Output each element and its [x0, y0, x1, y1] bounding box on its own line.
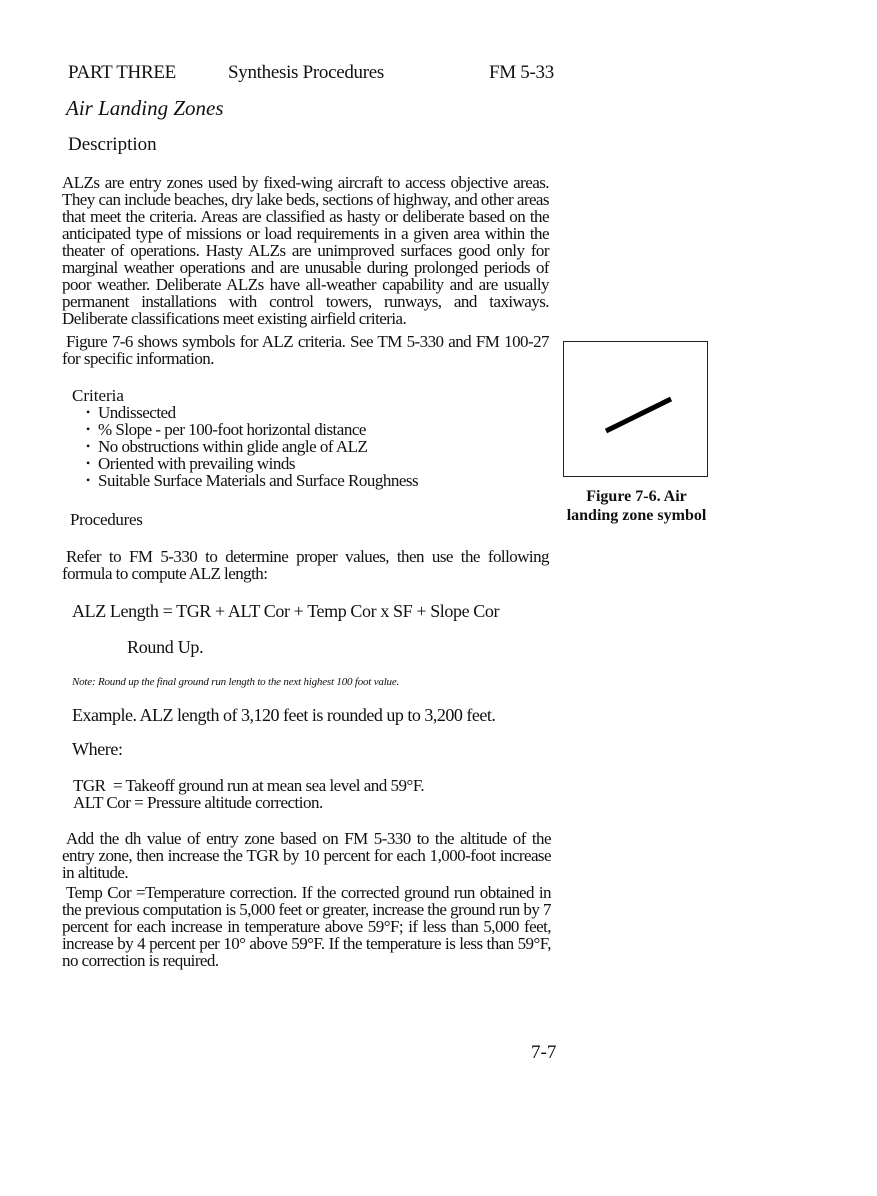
- criteria-item: • Suitable Surface Materials and Surface Roughness: [86, 472, 418, 489]
- figure-7-6-box: [563, 341, 708, 477]
- criteria-item: • Oriented with prevailing winds: [86, 455, 418, 472]
- round-up-text: Round Up.: [127, 637, 204, 657]
- criteria-item: • No obstructions within glide angle of ALZ: [86, 438, 418, 455]
- criteria-item: • % Slope - per 100-foot horizontal distance: [86, 421, 418, 438]
- procedures-heading: Procedures: [70, 510, 143, 529]
- example-text: Example. ALZ length of 3,120 feet is rounded up to 3,200 feet.: [72, 705, 496, 725]
- description-heading: Description: [68, 134, 157, 155]
- procedures-paragraph: Refer to FM 5-330 to determine proper values, then use the following formula to compute ALZ length:: [62, 547, 549, 583]
- definition-alt-cor: ALT Cor = Pressure altitude correction.: [73, 793, 323, 812]
- air-landing-zone-symbol-icon: [564, 342, 706, 475]
- page-title: Air Landing Zones: [66, 96, 224, 120]
- criteria-heading: Criteria: [72, 386, 124, 405]
- page-number: 7-7: [531, 1042, 557, 1063]
- header-section: Synthesis Procedures: [228, 62, 385, 83]
- altitude-paragraph: Add the dh value of entry zone based on FM 5-330 to the altitude of the entry zone, then increase the TGR by 10 percent for each 1,000-foot increase in altitude.: [62, 829, 551, 882]
- figure-reference-paragraph: Figure 7-6 shows symbols for ALZ criteria. See TM 5-330 and FM 100-27 for specific information.: [62, 332, 549, 368]
- temperature-paragraph: Temp Cor =Temperature correction. If the corrected ground run obtained in the previous computation is 5,000 feet or greater, increase the ground run by 7 percent for each increase in temperature above 59°F; if less than 5,000 feet, increase by 4 percent per 10° above 59°F. If the temperature is less than 59°F, no correction is required.: [62, 883, 551, 970]
- definitions-list: [73, 777, 424, 811]
- figure-caption: [560, 487, 713, 525]
- figure-caption-line-2: landing zone symbol: [566, 507, 707, 524]
- where-label: Where:: [72, 739, 123, 759]
- figure-caption-line-1: Figure 7-6. Air: [586, 488, 687, 505]
- criteria-item: • Undissected: [86, 404, 418, 421]
- header-manual: FM 5-33: [489, 62, 554, 83]
- alz-length-formula: ALZ Length = TGR + ALT Cor + Temp Cor x SF + Slope Cor: [72, 601, 500, 621]
- definition-tgr: TGR = Takeoff ground run at mean sea level and 59°F.: [73, 776, 425, 795]
- header-part: PART THREE: [68, 62, 176, 83]
- note-text: Note: Round up the final ground run length to the next highest 100 foot value.: [72, 676, 400, 688]
- description-paragraph: ALZs are entry zones used by fixed-wing aircraft to access objective areas. They can include beaches, dry lake beds, sections of highway, and other areas that meet the criteria. Areas are classified as hasty or deliberate based on the anticipated type of missions or load requirements in a given area within the theater of operations. Hasty ALZs are unimproved surfaces good only for marginal weather operations and are unusable during prolonged periods of poor weather. Deliberate ALZs have all-weather capability and are usually permanent installations with control towers, runways, and taxiways. Deliberate classifications meet existing airfield criteria.: [62, 173, 549, 328]
- criteria-list: [86, 404, 418, 489]
